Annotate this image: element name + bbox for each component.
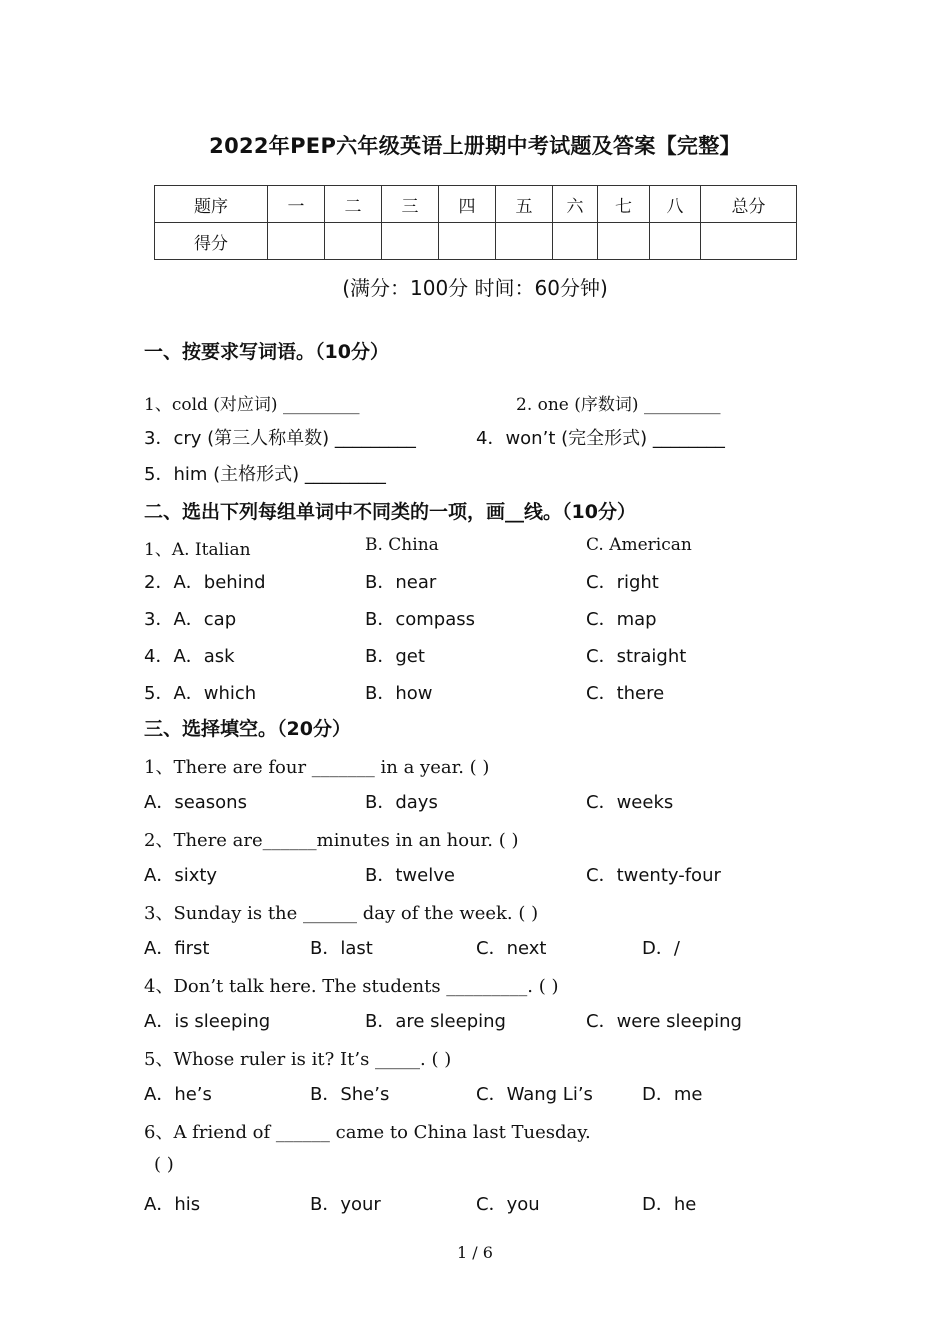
exam-info: (满分：100分 时间：60分钟) [342, 276, 608, 300]
score-row-label: 得分 [155, 223, 268, 260]
s3-option: C．twenty-four [586, 865, 721, 886]
s2-option: 2．A．behind [144, 572, 266, 593]
score-input-cell[interactable] [496, 223, 553, 260]
score-input-cell[interactable] [701, 223, 797, 260]
section3-heading: 三、选择填空。（20分） [144, 718, 351, 740]
s3-question-3: 3、Sunday is the ______ day of the week. ( ) [144, 903, 539, 924]
score-cell: 一 [268, 186, 325, 223]
s3-option: A．is sleeping [144, 1011, 271, 1032]
s3-question-1: 1、There are four _______ in a year. ( ) [144, 757, 490, 778]
s3-option: B．twelve [365, 865, 455, 886]
s3-option: D．me [642, 1084, 703, 1105]
s3-option: A．seasons [144, 792, 247, 813]
s2-option: B. China [365, 535, 439, 555]
s3-option: B．days [365, 792, 438, 813]
s3-option: A．first [144, 938, 210, 959]
s1-question-1: 1、cold (对应词) _________ [144, 395, 360, 415]
score-cell: 五 [496, 186, 553, 223]
score-cell: 题序 [155, 186, 268, 223]
page-title: 2022年PEP六年级英语上册期中考试题及答案【完整】 [209, 134, 741, 158]
score-table-score-row [155, 223, 797, 260]
score-input-cell[interactable] [650, 223, 701, 260]
page-number: 1 / 6 [457, 1243, 493, 1262]
s3-question-5: 5、Whose ruler is it? It’s _____. ( ) [144, 1049, 452, 1070]
s3-option: C．you [476, 1194, 540, 1215]
s2-option: B．compass [365, 609, 476, 630]
s3-question-6: 6、A friend of ______ came to China last Tuesday. [144, 1122, 591, 1143]
s3-option: C．weeks [586, 792, 674, 813]
s3-option: C．next [476, 938, 547, 959]
s2-option: C．map [586, 609, 657, 630]
s2-option: C．straight [586, 646, 687, 667]
score-cell: 七 [598, 186, 650, 223]
score-input-cell[interactable] [325, 223, 382, 260]
s2-option: C. American [586, 535, 692, 555]
score-cell: 六 [553, 186, 598, 223]
s3-option: D．he [642, 1194, 697, 1215]
s3-question-2: 2、There are______minutes in an hour. ( ) [144, 830, 519, 851]
score-table-header-row [155, 186, 797, 223]
score-input-cell[interactable] [598, 223, 650, 260]
s2-option: 5．A．which [144, 683, 257, 704]
s1-question-4: 4．won’t (完全形式) ________ [476, 428, 725, 449]
section1-heading: 一、按要求写词语。（10分） [144, 341, 389, 363]
s2-option: B．how [365, 683, 433, 704]
s3-option: C．were sleeping [586, 1011, 742, 1032]
score-input-cell[interactable] [382, 223, 439, 260]
s3-option: D．/ [642, 938, 680, 959]
s3-option: B．your [310, 1194, 381, 1215]
s2-option: C．right [586, 572, 659, 593]
s1-question-2: 2. one (序数词) _________ [516, 395, 721, 415]
section2-heading: 二、选出下列每组单词中不同类的一项，画__线。（10分） [144, 501, 636, 523]
score-cell: 四 [439, 186, 496, 223]
s2-option: C．there [586, 683, 665, 704]
s1-question-3: 3．cry (第三人称单数) _________ [144, 428, 416, 449]
score-table [154, 185, 797, 260]
s2-option: B．near [365, 572, 437, 593]
s3-option: A．his [144, 1194, 201, 1215]
score-input-cell[interactable] [439, 223, 496, 260]
s3-option: B．last [310, 938, 373, 959]
s3-question-4: 4、Don’t talk here. The students _________. ( ) [144, 976, 559, 997]
s3-option: C．Wang Li’s [476, 1084, 593, 1105]
score-input-cell[interactable] [553, 223, 598, 260]
score-input-cell[interactable] [268, 223, 325, 260]
s1-question-5: 5．him (主格形式) _________ [144, 464, 386, 485]
score-cell: 三 [382, 186, 439, 223]
s2-option: 4．A．ask [144, 646, 235, 667]
s3-option: A．he’s [144, 1084, 212, 1105]
s3-answer-paren: ( ) [154, 1154, 174, 1175]
s3-option: B．She’s [310, 1084, 390, 1105]
score-cell: 八 [650, 186, 701, 223]
s2-option: 1、A. Italian [144, 540, 251, 560]
s2-option: B．get [365, 646, 425, 667]
s2-option: 3．A．cap [144, 609, 237, 630]
score-cell: 总分 [701, 186, 797, 223]
score-cell: 二 [325, 186, 382, 223]
s3-option: B．are sleeping [365, 1011, 506, 1032]
s3-option: A．sixty [144, 865, 218, 886]
